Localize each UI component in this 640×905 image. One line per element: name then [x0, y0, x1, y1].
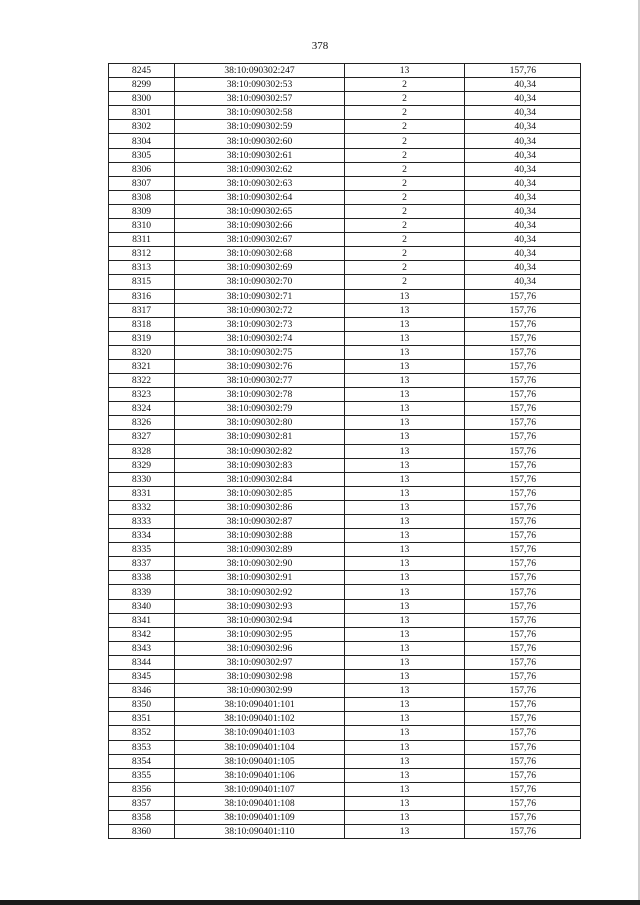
cadastral-number-cell: 38:10:090302:65: [175, 204, 345, 218]
cadastral-number-cell: 38:10:090302:89: [175, 543, 345, 557]
table-row: [109, 402, 581, 416]
cadastral-number-cell: 38:10:090302:97: [175, 655, 345, 669]
table-row: [109, 345, 581, 359]
quantity-cell: 13: [345, 64, 465, 78]
table-row: [109, 261, 581, 275]
table-row: [109, 684, 581, 698]
cadastral-number-cell: 38:10:090302:72: [175, 303, 345, 317]
table-row: [109, 768, 581, 782]
amount-cell: 157,76: [465, 684, 581, 698]
amount-cell: 40,34: [465, 204, 581, 218]
cadastral-number-cell: 38:10:090302:66: [175, 219, 345, 233]
scan-bottom-edge: [0, 900, 640, 905]
table-row: [109, 670, 581, 684]
cadastral-number-cell: 38:10:090401:105: [175, 754, 345, 768]
amount-cell: 157,76: [465, 655, 581, 669]
row-number-cell: 8302: [109, 120, 175, 134]
cadastral-number-cell: 38:10:090401:101: [175, 698, 345, 712]
cadastral-number-cell: 38:10:090401:110: [175, 825, 345, 839]
cadastral-number-cell: 38:10:090302:63: [175, 176, 345, 190]
quantity-cell: 2: [345, 134, 465, 148]
table-row: [109, 613, 581, 627]
table-row: [109, 430, 581, 444]
row-number-cell: 8321: [109, 359, 175, 373]
amount-cell: 157,76: [465, 345, 581, 359]
cadastral-number-cell: 38:10:090302:58: [175, 106, 345, 120]
amount-cell: 157,76: [465, 796, 581, 810]
table-row: [109, 233, 581, 247]
amount-cell: 157,76: [465, 740, 581, 754]
quantity-cell: 13: [345, 641, 465, 655]
table-row: [109, 162, 581, 176]
cadastral-number-cell: 38:10:090302:91: [175, 571, 345, 585]
cadastral-number-cell: 38:10:090401:109: [175, 810, 345, 824]
row-number-cell: 8355: [109, 768, 175, 782]
row-number-cell: 8339: [109, 585, 175, 599]
amount-cell: 157,76: [465, 627, 581, 641]
cadastral-number-cell: 38:10:090302:92: [175, 585, 345, 599]
table-row: [109, 585, 581, 599]
amount-cell: 157,76: [465, 810, 581, 824]
cadastral-number-cell: 38:10:090302:71: [175, 289, 345, 303]
row-number-cell: 8331: [109, 486, 175, 500]
table-row: [109, 359, 581, 373]
quantity-cell: 2: [345, 106, 465, 120]
cadastral-number-cell: 38:10:090302:61: [175, 148, 345, 162]
table-row: [109, 303, 581, 317]
amount-cell: 157,76: [465, 543, 581, 557]
cadastral-number-cell: 38:10:090302:53: [175, 78, 345, 92]
row-number-cell: 8316: [109, 289, 175, 303]
amount-cell: 157,76: [465, 768, 581, 782]
table-row: [109, 416, 581, 430]
amount-cell: 157,76: [465, 331, 581, 345]
table-row: [109, 331, 581, 345]
table-row: [109, 148, 581, 162]
row-number-cell: 8327: [109, 430, 175, 444]
row-number-cell: 8343: [109, 641, 175, 655]
quantity-cell: 2: [345, 176, 465, 190]
table-row: [109, 64, 581, 78]
table-row: [109, 627, 581, 641]
cadastral-number-cell: 38:10:090302:98: [175, 670, 345, 684]
table-row: [109, 740, 581, 754]
amount-cell: 157,76: [465, 289, 581, 303]
table-row: [109, 726, 581, 740]
amount-cell: 157,76: [465, 585, 581, 599]
quantity-cell: 13: [345, 684, 465, 698]
row-number-cell: 8301: [109, 106, 175, 120]
row-number-cell: 8353: [109, 740, 175, 754]
quantity-cell: 13: [345, 585, 465, 599]
cadastral-number-cell: 38:10:090302:76: [175, 359, 345, 373]
cadastral-number-cell: 38:10:090302:75: [175, 345, 345, 359]
quantity-cell: 13: [345, 726, 465, 740]
row-number-cell: 8335: [109, 543, 175, 557]
table-row: [109, 515, 581, 529]
cadastral-number-cell: 38:10:090302:70: [175, 275, 345, 289]
amount-cell: 40,34: [465, 120, 581, 134]
quantity-cell: 13: [345, 782, 465, 796]
quantity-cell: 13: [345, 571, 465, 585]
quantity-cell: 2: [345, 92, 465, 106]
cadastral-number-cell: 38:10:090302:88: [175, 529, 345, 543]
table-row: [109, 247, 581, 261]
quantity-cell: 13: [345, 303, 465, 317]
row-number-cell: 8334: [109, 529, 175, 543]
quantity-cell: 13: [345, 557, 465, 571]
row-number-cell: 8337: [109, 557, 175, 571]
quantity-cell: 13: [345, 655, 465, 669]
table-row: [109, 289, 581, 303]
table-row: [109, 472, 581, 486]
row-number-cell: 8245: [109, 64, 175, 78]
quantity-cell: 2: [345, 148, 465, 162]
row-number-cell: 8324: [109, 402, 175, 416]
quantity-cell: 13: [345, 825, 465, 839]
cadastral-number-cell: 38:10:090401:107: [175, 782, 345, 796]
cadastral-number-cell: 38:10:090302:60: [175, 134, 345, 148]
row-number-cell: 8305: [109, 148, 175, 162]
amount-cell: 157,76: [465, 64, 581, 78]
row-number-cell: 8319: [109, 331, 175, 345]
row-number-cell: 8323: [109, 388, 175, 402]
row-number-cell: 8341: [109, 613, 175, 627]
table-row: [109, 317, 581, 331]
cadastral-number-cell: 38:10:090401:106: [175, 768, 345, 782]
amount-cell: 157,76: [465, 698, 581, 712]
table-row: [109, 444, 581, 458]
cadastral-number-cell: 38:10:090302:99: [175, 684, 345, 698]
quantity-cell: 2: [345, 78, 465, 92]
cadastral-number-cell: 38:10:090302:78: [175, 388, 345, 402]
row-number-cell: 8345: [109, 670, 175, 684]
cadastral-number-cell: 38:10:090302:81: [175, 430, 345, 444]
amount-cell: 157,76: [465, 416, 581, 430]
quantity-cell: 13: [345, 472, 465, 486]
quantity-cell: 13: [345, 289, 465, 303]
cadastral-number-cell: 38:10:090302:84: [175, 472, 345, 486]
amount-cell: 157,76: [465, 388, 581, 402]
row-number-cell: 8351: [109, 712, 175, 726]
table-row: [109, 219, 581, 233]
cadastral-number-cell: 38:10:090302:82: [175, 444, 345, 458]
row-number-cell: 8332: [109, 500, 175, 514]
amount-cell: 40,34: [465, 275, 581, 289]
quantity-cell: 13: [345, 698, 465, 712]
amount-cell: 157,76: [465, 782, 581, 796]
table-row: [109, 782, 581, 796]
table-row: [109, 388, 581, 402]
row-number-cell: 8352: [109, 726, 175, 740]
cadastral-number-cell: 38:10:090302:57: [175, 92, 345, 106]
table-row: [109, 698, 581, 712]
row-number-cell: 8326: [109, 416, 175, 430]
amount-cell: 157,76: [465, 402, 581, 416]
quantity-cell: 2: [345, 162, 465, 176]
amount-cell: 157,76: [465, 515, 581, 529]
row-number-cell: 8328: [109, 444, 175, 458]
quantity-cell: 13: [345, 458, 465, 472]
table-row: [109, 500, 581, 514]
table-row: [109, 754, 581, 768]
cadastral-number-cell: 38:10:090302:77: [175, 374, 345, 388]
amount-cell: 40,34: [465, 134, 581, 148]
table-row: [109, 134, 581, 148]
amount-cell: 157,76: [465, 458, 581, 472]
table-row: [109, 641, 581, 655]
quantity-cell: 2: [345, 275, 465, 289]
cadastral-number-cell: 38:10:090302:94: [175, 613, 345, 627]
cadastral-number-cell: 38:10:090302:247: [175, 64, 345, 78]
cadastral-number-cell: 38:10:090302:67: [175, 233, 345, 247]
row-number-cell: 8315: [109, 275, 175, 289]
cadastral-number-cell: 38:10:090302:74: [175, 331, 345, 345]
table-row: [109, 106, 581, 120]
table-row: [109, 543, 581, 557]
amount-cell: 157,76: [465, 825, 581, 839]
row-number-cell: 8318: [109, 317, 175, 331]
amount-cell: 157,76: [465, 500, 581, 514]
amount-cell: 40,34: [465, 233, 581, 247]
amount-cell: 157,76: [465, 359, 581, 373]
amount-cell: 157,76: [465, 486, 581, 500]
quantity-cell: 13: [345, 486, 465, 500]
cadastral-number-cell: 38:10:090302:62: [175, 162, 345, 176]
row-number-cell: 8350: [109, 698, 175, 712]
cadastral-number-cell: 38:10:090302:59: [175, 120, 345, 134]
table-row: [109, 275, 581, 289]
cadastral-number-cell: 38:10:090302:86: [175, 500, 345, 514]
quantity-cell: 2: [345, 247, 465, 261]
quantity-cell: 13: [345, 331, 465, 345]
table-row: [109, 529, 581, 543]
quantity-cell: 13: [345, 627, 465, 641]
row-number-cell: 8357: [109, 796, 175, 810]
row-number-cell: 8304: [109, 134, 175, 148]
row-number-cell: 8299: [109, 78, 175, 92]
quantity-cell: 13: [345, 515, 465, 529]
table-row: [109, 92, 581, 106]
amount-cell: 157,76: [465, 712, 581, 726]
row-number-cell: 8329: [109, 458, 175, 472]
table-row: [109, 120, 581, 134]
quantity-cell: 2: [345, 204, 465, 218]
cadastral-number-cell: 38:10:090302:83: [175, 458, 345, 472]
amount-cell: 157,76: [465, 303, 581, 317]
quantity-cell: 13: [345, 543, 465, 557]
quantity-cell: 13: [345, 712, 465, 726]
cadastral-number-cell: 38:10:090302:85: [175, 486, 345, 500]
amount-cell: 157,76: [465, 571, 581, 585]
row-number-cell: 8342: [109, 627, 175, 641]
row-number-cell: 8309: [109, 204, 175, 218]
amount-cell: 157,76: [465, 529, 581, 543]
table-row: [109, 810, 581, 824]
quantity-cell: 13: [345, 670, 465, 684]
quantity-cell: 13: [345, 529, 465, 543]
register-table: [108, 63, 581, 839]
cadastral-number-cell: 38:10:090302:80: [175, 416, 345, 430]
amount-cell: 157,76: [465, 557, 581, 571]
quantity-cell: 2: [345, 261, 465, 275]
row-number-cell: 8330: [109, 472, 175, 486]
quantity-cell: 13: [345, 740, 465, 754]
table-row: [109, 571, 581, 585]
row-number-cell: 8333: [109, 515, 175, 529]
quantity-cell: 2: [345, 120, 465, 134]
amount-cell: 40,34: [465, 148, 581, 162]
amount-cell: 157,76: [465, 444, 581, 458]
row-number-cell: 8317: [109, 303, 175, 317]
amount-cell: 157,76: [465, 317, 581, 331]
row-number-cell: 8360: [109, 825, 175, 839]
amount-cell: 40,34: [465, 92, 581, 106]
row-number-cell: 8311: [109, 233, 175, 247]
cadastral-number-cell: 38:10:090302:64: [175, 190, 345, 204]
cadastral-number-cell: 38:10:090302:90: [175, 557, 345, 571]
table-row: [109, 176, 581, 190]
amount-cell: 40,34: [465, 106, 581, 120]
row-number-cell: 8344: [109, 655, 175, 669]
quantity-cell: 2: [345, 233, 465, 247]
row-number-cell: 8308: [109, 190, 175, 204]
quantity-cell: 13: [345, 599, 465, 613]
row-number-cell: 8312: [109, 247, 175, 261]
quantity-cell: 13: [345, 402, 465, 416]
cadastral-number-cell: 38:10:090302:73: [175, 317, 345, 331]
row-number-cell: 8358: [109, 810, 175, 824]
amount-cell: 40,34: [465, 219, 581, 233]
cadastral-number-cell: 38:10:090401:108: [175, 796, 345, 810]
amount-cell: 157,76: [465, 613, 581, 627]
amount-cell: 40,34: [465, 247, 581, 261]
row-number-cell: 8354: [109, 754, 175, 768]
cadastral-number-cell: 38:10:090302:68: [175, 247, 345, 261]
quantity-cell: 13: [345, 810, 465, 824]
table-row: [109, 557, 581, 571]
amount-cell: 157,76: [465, 641, 581, 655]
row-number-cell: 8346: [109, 684, 175, 698]
row-number-cell: 8322: [109, 374, 175, 388]
quantity-cell: 13: [345, 374, 465, 388]
amount-cell: 157,76: [465, 472, 581, 486]
row-number-cell: 8307: [109, 176, 175, 190]
row-number-cell: 8340: [109, 599, 175, 613]
row-number-cell: 8306: [109, 162, 175, 176]
row-number-cell: 8310: [109, 219, 175, 233]
table-row: [109, 190, 581, 204]
cadastral-number-cell: 38:10:090302:79: [175, 402, 345, 416]
quantity-cell: 2: [345, 190, 465, 204]
row-number-cell: 8320: [109, 345, 175, 359]
amount-cell: 40,34: [465, 190, 581, 204]
table-row: [109, 599, 581, 613]
cadastral-number-cell: 38:10:090302:69: [175, 261, 345, 275]
table-body: [109, 64, 581, 839]
table-row: [109, 712, 581, 726]
quantity-cell: 13: [345, 796, 465, 810]
row-number-cell: 8300: [109, 92, 175, 106]
amount-cell: 40,34: [465, 78, 581, 92]
amount-cell: 157,76: [465, 670, 581, 684]
row-number-cell: 8338: [109, 571, 175, 585]
amount-cell: 157,76: [465, 754, 581, 768]
cadastral-number-cell: 38:10:090401:103: [175, 726, 345, 740]
row-number-cell: 8356: [109, 782, 175, 796]
table-row: [109, 204, 581, 218]
quantity-cell: 13: [345, 768, 465, 782]
table-row: [109, 374, 581, 388]
cadastral-number-cell: 38:10:090302:96: [175, 641, 345, 655]
quantity-cell: 13: [345, 444, 465, 458]
page-number: 378: [311, 40, 329, 52]
cadastral-number-cell: 38:10:090302:95: [175, 627, 345, 641]
amount-cell: 157,76: [465, 374, 581, 388]
amount-cell: 157,76: [465, 599, 581, 613]
quantity-cell: 13: [345, 613, 465, 627]
row-number-cell: 8313: [109, 261, 175, 275]
quantity-cell: 13: [345, 500, 465, 514]
quantity-cell: 13: [345, 317, 465, 331]
cadastral-number-cell: 38:10:090302:93: [175, 599, 345, 613]
amount-cell: 40,34: [465, 176, 581, 190]
cadastral-number-cell: 38:10:090401:102: [175, 712, 345, 726]
table-row: [109, 486, 581, 500]
quantity-cell: 13: [345, 388, 465, 402]
amount-cell: 40,34: [465, 162, 581, 176]
table-row: [109, 458, 581, 472]
quantity-cell: 13: [345, 754, 465, 768]
cadastral-number-cell: 38:10:090302:87: [175, 515, 345, 529]
table-row: [109, 78, 581, 92]
quantity-cell: 2: [345, 219, 465, 233]
table-row: [109, 825, 581, 839]
table-row: [109, 655, 581, 669]
quantity-cell: 13: [345, 416, 465, 430]
table-row: [109, 796, 581, 810]
quantity-cell: 13: [345, 359, 465, 373]
cadastral-number-cell: 38:10:090401:104: [175, 740, 345, 754]
amount-cell: 157,76: [465, 430, 581, 444]
amount-cell: 40,34: [465, 261, 581, 275]
quantity-cell: 13: [345, 345, 465, 359]
amount-cell: 157,76: [465, 726, 581, 740]
quantity-cell: 13: [345, 430, 465, 444]
